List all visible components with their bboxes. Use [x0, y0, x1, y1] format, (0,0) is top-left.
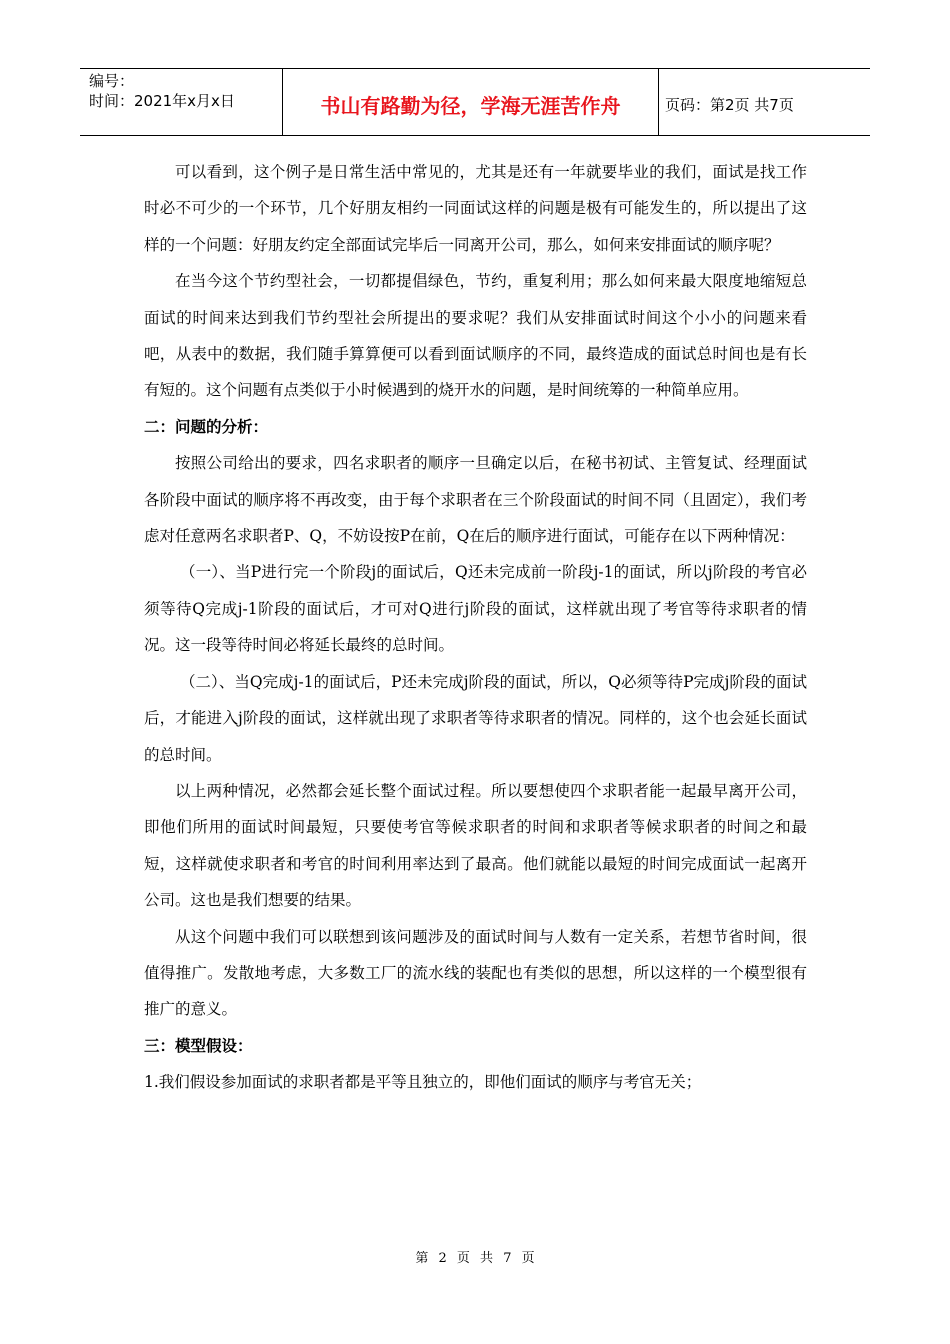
serial-label: 编号： [89, 72, 135, 90]
paragraph-case-1: （一）、当P进行完一个阶段j的面试后，Q还未完成前一阶段j-1的面试，所以j阶段的考官必须等待Q完成j-1阶段的面试后，才可对Q进行j阶段的面试，这样就出现了考官等待求职者的情况。这一段等待时间必将延长最终的总时间。 [144, 563, 807, 655]
paragraph-7: 从这个问题中我们可以联想到该问题涉及的面试时间与人数有一定关系，若想节省时间，很值得推广。发散地考虑，大多数工厂的流水线的装配也有类似的思想，所以这样的一个模型很有推广的意义。 [144, 927, 807, 1019]
page-header [80, 68, 870, 136]
assumption-1: 1.我们假设参加面试的求职者都是平等且独立的，即他们面试的顺序与考官无关； [144, 1073, 702, 1092]
page-footer [0, 1247, 950, 1266]
section-heading-analysis: 二：问题的分析： [144, 416, 269, 436]
date-label: 时间：2021年x月x日 [89, 92, 235, 110]
header-meta-cell [80, 69, 283, 135]
document-body [144, 154, 807, 1101]
paragraph-2: 在当今这个节约型社会，一切都提倡绿色，节约，重复利用；那么如何来最大限度地缩短总面试的时间来达到我们节约型社会所提出的要求呢？我们从安排面试时间这个小小的问题来看吧，从表中的数据，我们随手算算便可以看到面试顺序的不同，最终造成的面试总时间也是有长有短的。这个问题有点类似于小时候遇到的烧开水的问题，是时间统筹的一种简单应用。 [144, 272, 807, 400]
paragraph-1: 可以看到，这个例子是日常生活中常见的，尤其是还有一年就要毕业的我们，面试是找工作时必不可少的一个环节，几个好朋友相约一同面试这样的问题是极有可能发生的，所以提出了这样的一个问题：好朋友约定全部面试完毕后一同离开公司，那么，如何来安排面试的顺序呢？ [144, 163, 807, 254]
footer-page-number: 第 2 页 共 7 页 [415, 1251, 535, 1266]
header-page-cell [659, 69, 870, 135]
paragraph-case-2: （二）、当Q完成j-1的面试后，P还未完成j阶段的面试，所以，Q必须等待P完成j阶段的面试后，才能进入j阶段的面试，这样就出现了求职者等待求职者的情况。同样的，这个也会延长面试的总时间。 [144, 672, 807, 764]
header-page-info: 页码：第2页 共7页 [665, 95, 794, 114]
header-motto-cell [283, 69, 659, 135]
paragraph-6: 以上两种情况，必然都会延长整个面试过程。所以要想使四个求职者能一起最早离开公司，即他们所用的面试时间最短，只要使考官等候求职者的时间和求职者等候求职者的时间之和最短，这样就使求职者和考官的时间利用率达到了最高。他们就能以最短的时间完成面试一起离开公司。这也是我们想要的结果。 [144, 781, 807, 910]
paragraph-3: 按照公司给出的要求，四名求职者的顺序一旦确定以后，在秘书初试、主管复试、经理面试各阶段中面试的顺序将不再改变，由于每个求职者在三个阶段面试的时间不同（且固定），我们考虑对任意两名求职者P、Q，不妨设按P在前，Q在后的顺序进行面试，可能存在以下两种情况： [144, 454, 807, 546]
section-heading-assumptions: 三：模型假设： [144, 1035, 253, 1055]
motto-text: 书山有路勤为径，学海无涯苦作舟 [320, 93, 621, 118]
